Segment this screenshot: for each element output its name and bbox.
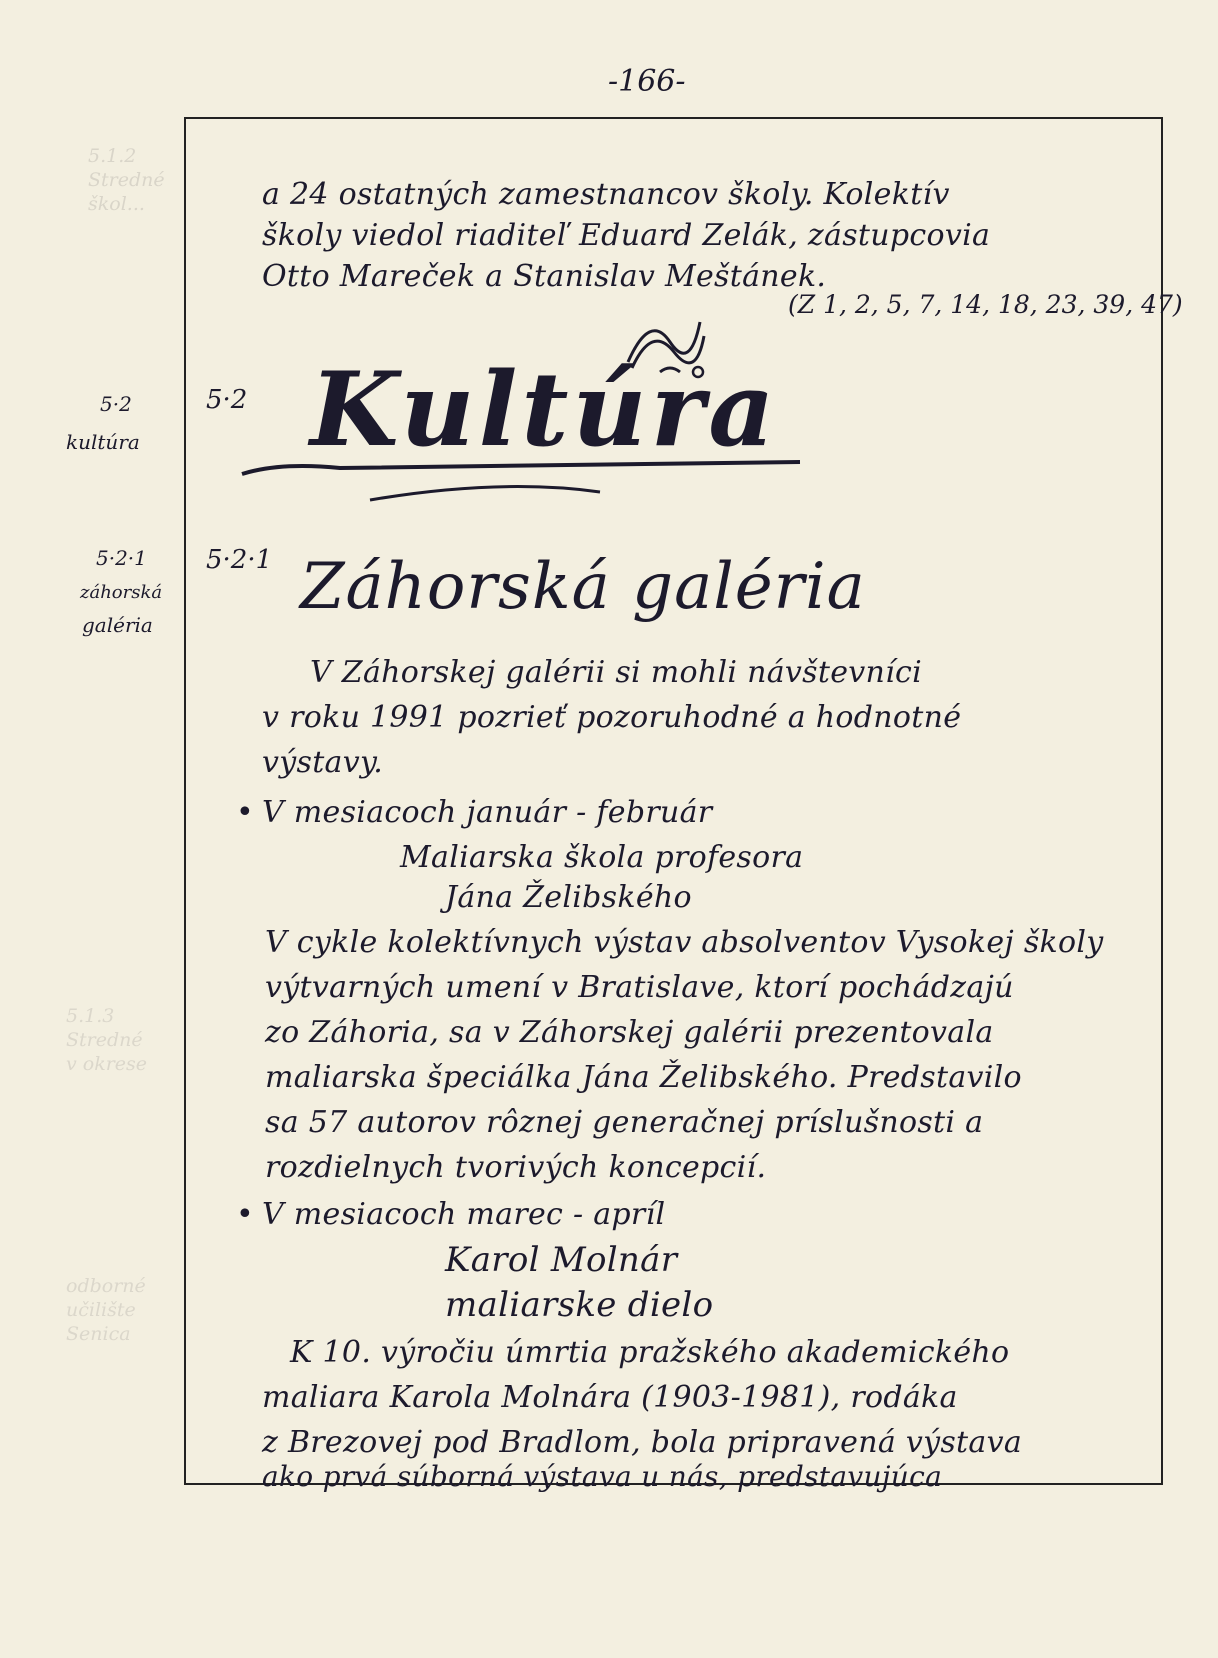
- exhibition-title: maliarske dielo: [445, 1285, 714, 1325]
- text-line: maliara Karola Molnára (1903-1981), rodáka: [262, 1380, 958, 1415]
- text-line: výtvarných umení v Bratislave, ktorí pochádzajú: [265, 970, 1014, 1005]
- margin-note-label: záhorská: [80, 582, 163, 603]
- bullet-point: •: [236, 795, 254, 830]
- text-line: školy viedol riaditeľ Eduard Zelák, zástupcovia: [262, 218, 991, 253]
- margin-note-number: 5·2·1: [96, 546, 147, 570]
- bleed-through-margin-3: odborné učilište Senica: [66, 1275, 146, 1345]
- section-title: Kultúra: [310, 350, 779, 470]
- subsection-number: 5·2·1: [206, 545, 273, 575]
- text-line: z Brezovej pod Bradlom, bola pripravená výstava: [262, 1425, 1023, 1460]
- text-line: rozdielnych tvorivých koncepcií.: [265, 1150, 767, 1185]
- text-line: maliarska špeciálka Jána Želibského. Predstavilo: [265, 1060, 1022, 1095]
- exhibition-title: Maliarska škola profesora: [400, 840, 804, 875]
- bleed-through-margin: 5.1.2 Stredné škol...: [88, 145, 165, 215]
- text-line: V cykle kolektívnych výstav absolventov Vysokej školy: [265, 925, 1104, 960]
- exhibition-title: Jána Želibského: [445, 880, 692, 915]
- subsection-title: Záhorská galéria: [300, 550, 866, 624]
- margin-note-label: galéria: [82, 613, 153, 637]
- exhibition-period: V mesiacoch január - február: [262, 795, 713, 830]
- text-line: V Záhorskej galérii si mohli návštevníci: [310, 655, 923, 690]
- margin-note-number: 5·2: [100, 392, 132, 416]
- text-line: a 24 ostatných zamestnancov školy. Kolektív: [262, 177, 950, 212]
- exhibition-title: Karol Molnár: [445, 1240, 678, 1280]
- title-flourish: [240, 422, 840, 532]
- text-line: K 10. výročiu úmrtia pražského akademického: [290, 1335, 1010, 1370]
- text-line: zo Záhoria, sa v Záhorskej galérii prezentovala: [265, 1015, 994, 1050]
- text-line: Otto Mareček a Stanislav Meštánek.: [262, 259, 827, 294]
- bleed-through-margin-2: 5.1.3 Stredné v okrese: [66, 1005, 148, 1075]
- exhibition-period: V mesiacoch marec - apríl: [262, 1197, 666, 1232]
- text-line: v roku 1991 pozrieť pozoruhodné a hodnotné: [262, 700, 962, 735]
- page-number: -166-: [608, 64, 686, 99]
- margin-note-label: kultúra: [66, 430, 140, 454]
- reference-list: (Z 1, 2, 5, 7, 14, 18, 23, 39, 47): [788, 290, 1183, 319]
- section-number: 5·2: [206, 385, 248, 415]
- text-line: ako prvá súborná výstava u nás, predstavujúca: [262, 1460, 943, 1493]
- text-line: sa 57 autorov rôznej generačnej príslušnosti a: [265, 1105, 984, 1140]
- text-line: výstavy.: [262, 745, 384, 780]
- bullet-point: •: [236, 1197, 254, 1232]
